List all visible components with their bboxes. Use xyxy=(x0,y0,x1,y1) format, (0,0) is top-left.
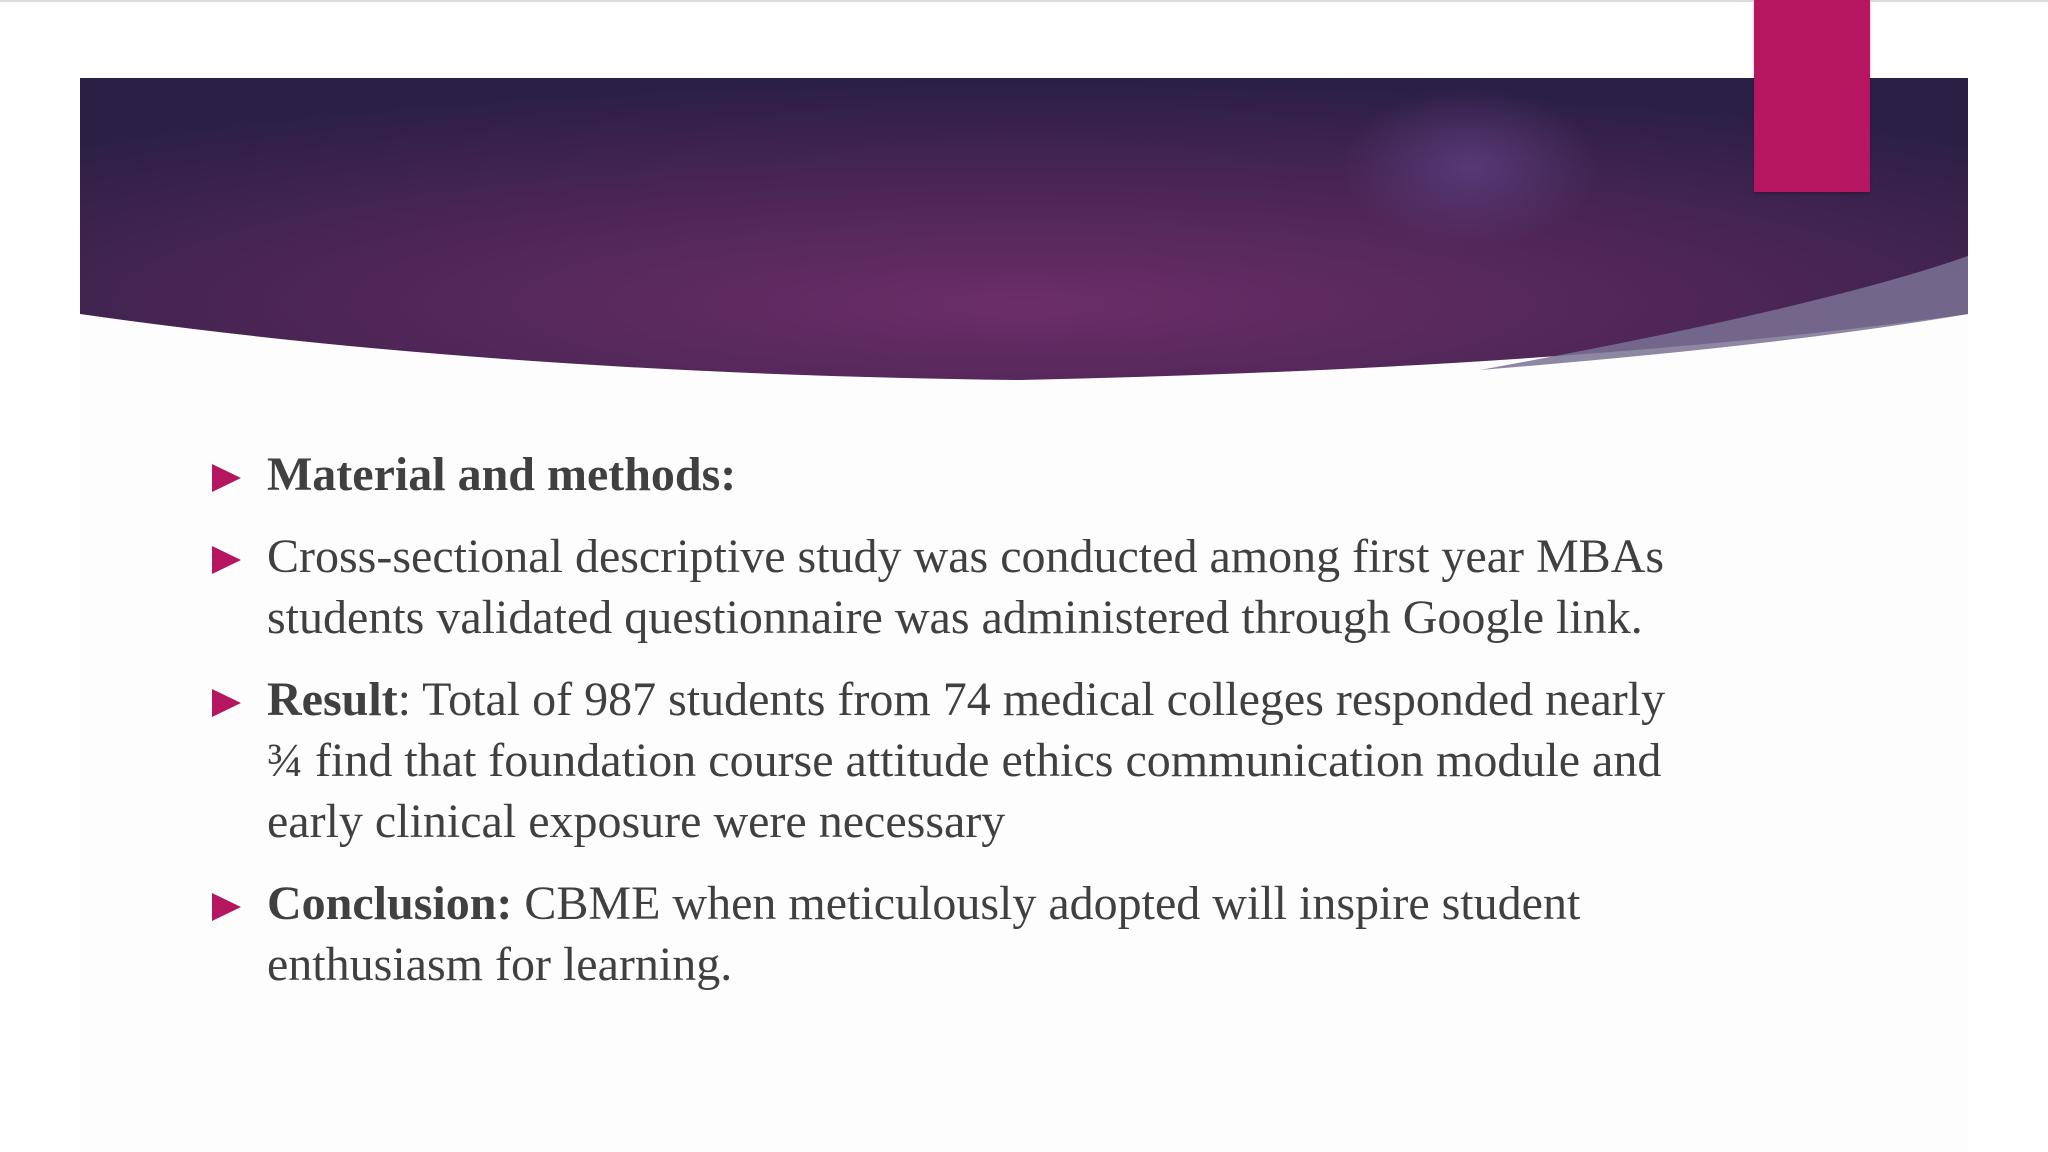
bullet-text: CBME when meticulously adopted will inspire student enthusiasm for learning. xyxy=(267,877,1581,991)
bullet-item-conclusion xyxy=(210,873,1690,995)
triangle-bullet-icon xyxy=(212,893,241,921)
bullet-list xyxy=(210,444,1690,1016)
triangle-bullet-icon xyxy=(212,464,241,492)
bullet-item-material-methods xyxy=(210,444,1690,505)
bullet-text: Cross-sectional descriptive study was conducted among first year MBAs students validated questionnaire was administered through Google link. xyxy=(267,530,1665,644)
bullet-heading: Result xyxy=(267,673,398,726)
bullet-item-result xyxy=(210,669,1690,852)
bullet-heading: Conclusion: xyxy=(267,877,513,930)
bullet-heading: Material and methods: xyxy=(267,448,737,501)
top-divider xyxy=(0,0,2048,2)
accent-tab xyxy=(1754,0,1870,192)
triangle-bullet-icon xyxy=(212,689,241,717)
header-banner xyxy=(80,78,1968,382)
bullet-text: : Total of 987 students from 74 medical colleges responded nearly ¾ find that foundation course attitude ethics communication module and early clinical exposure were necessary xyxy=(267,673,1666,848)
bullet-item-study xyxy=(210,526,1690,648)
triangle-bullet-icon xyxy=(212,546,241,574)
